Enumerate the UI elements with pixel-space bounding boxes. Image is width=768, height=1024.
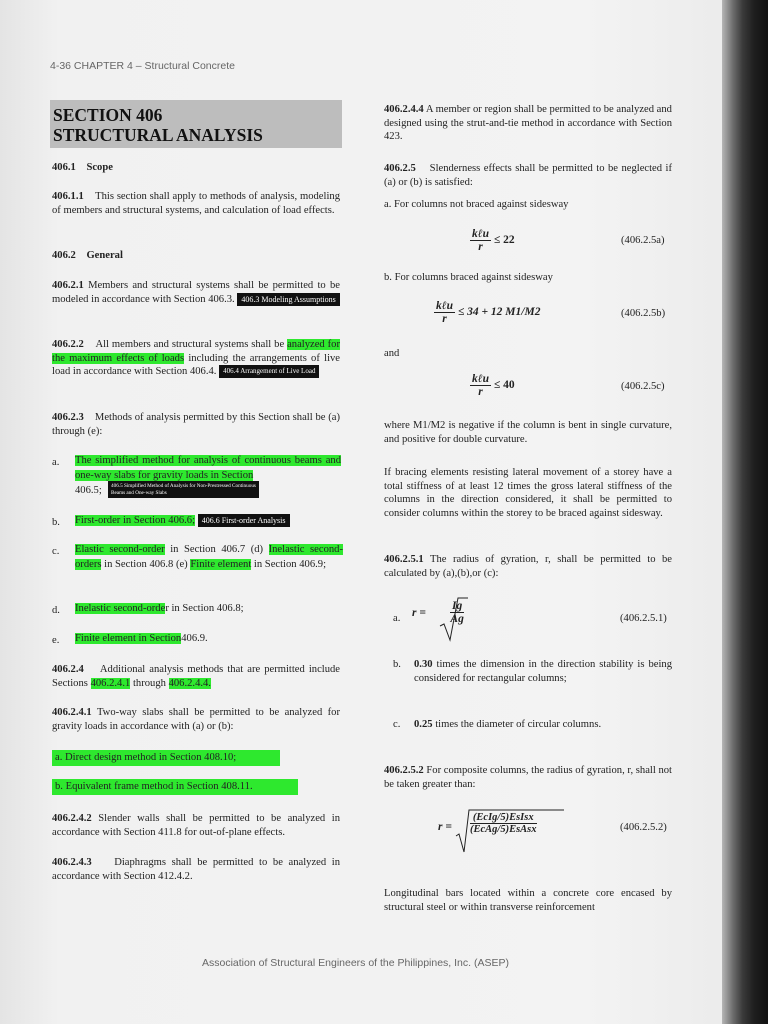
heading-406-1: 406.1 Scope bbox=[52, 162, 113, 173]
item-d-label: d. bbox=[52, 605, 60, 616]
equation-406-2-5a: $\frac{\text{kℓu}}{r}$ ≤ 22 bbox=[472, 228, 515, 253]
equation-406-2-5-2: $\frac{\text{(EcIg/5)EsIsx}}{\text{(EcAg/5)EsAsx}}$ bbox=[470, 812, 537, 835]
heading-406-2: 406.2 General bbox=[52, 250, 123, 261]
badge-406-3: 406.3 Modeling Assumptions bbox=[237, 293, 339, 306]
item-a-tail: 406.5; bbox=[75, 485, 102, 496]
longitudinal-bars-text: Longitudinal bars located within a concrete core encased by structural steel or within transverse reinforcement bbox=[384, 888, 672, 913]
para-406-2-4-3: 406.2.4.3 Diaphragms shall be permitted to be analyzed in accordance with Section 412.4.2. bbox=[52, 857, 341, 882]
item-a-label: a. bbox=[52, 457, 60, 468]
two-way-b: b. Equivalent frame method in Section 408.11. bbox=[52, 779, 298, 795]
running-header: 4-36 CHAPTER 4 – Structural Concrete bbox=[50, 60, 235, 72]
section-title-line1: SECTION 406 bbox=[53, 105, 163, 125]
equation-406-2-5b: $\frac{\text{kℓu}}{r}$ ≤ 34 + 12 M1/M2 bbox=[436, 300, 541, 325]
para-406-2-5: 406.2.5 Slenderness effects shall be permitted to be neglected if (a) or (b) is satisfied: bbox=[384, 163, 672, 188]
item-e-label: e. bbox=[52, 635, 60, 646]
page-edge-shadow bbox=[722, 0, 768, 1024]
item-c: Elastic second-order in Section 406.7 (d) Inelastic second-orders in Section 406.8 (e) Finite element in Section 406.9; bbox=[75, 544, 343, 570]
cond-a: a. For columns not braced against sidesway bbox=[384, 199, 569, 210]
cond-b: b. For columns braced against sidesway bbox=[384, 272, 553, 283]
r-a-label: a. bbox=[393, 613, 401, 624]
para-406-2-4-2: 406.2.4.2 Slender walls shall be permitted to be analyzed in accordance with Section 411.8 for out-of-plane effects. bbox=[52, 813, 340, 838]
badge-406-6: 406.6 First-order Analysis bbox=[198, 514, 290, 527]
para-406-2-5-2: 406.2.5.2 For composite columns, the radius of gyration, r, shall not be taken greater than: bbox=[384, 765, 672, 790]
r-b-text: 0.30 times the dimension in the direction stability is being considered for rectangular columns; bbox=[414, 659, 672, 684]
eq-number-c: (406.2.5c) bbox=[621, 381, 665, 392]
item-e: Finite element in Section406.9. bbox=[75, 633, 208, 644]
where-text: where M1/M2 is negative if the column is bent in single curvature, and positive for double curvature. bbox=[384, 420, 672, 445]
para-406-1-1: 406.1.1 This section shall apply to methods of analysis, modeling of members and structural systems, and calculation of load effects. bbox=[52, 191, 340, 216]
item-b-label: b. bbox=[52, 517, 60, 528]
item-a bbox=[75, 454, 341, 483]
eq-number-b: (406.2.5b) bbox=[621, 308, 666, 319]
equation-406-2-5-1-lhs: r = bbox=[412, 607, 426, 619]
badge-406-4: 406.4 Arrangement of Live Load bbox=[219, 365, 319, 378]
section-title-line2: STRUCTURAL ANALYSIS bbox=[53, 125, 263, 145]
para-406-2-3: 406.2.3 Methods of analysis permitted by this Section shall be (a) through (e): bbox=[52, 412, 341, 437]
r-b-label: b. bbox=[393, 659, 401, 670]
page-footer: Association of Structural Engineers of the Philippines, Inc. (ASEP) bbox=[202, 957, 509, 969]
para-406-2-5-1: 406.2.5.1 The radius of gyration, r, shall be permitted to be calculated by (a),(b),or (c): bbox=[384, 554, 672, 579]
badge-406-5: 406.5 Simplified Method of Analysis for Non-Prestressed Continuous Beams and One-way Slabs bbox=[108, 481, 259, 498]
item-d: Inelastic second-order in Section 406.8; bbox=[75, 603, 244, 614]
para-406-2-4-1: 406.2.4.1 Two-way slabs shall be permitted to be analyzed for gravity loads in accordance with (a) or (b): bbox=[52, 707, 340, 732]
section-title-box bbox=[50, 100, 342, 148]
equation-406-2-5-1: $\frac{Ig}{Ag}$ bbox=[450, 600, 464, 625]
bracing-text: If bracing elements resisting lateral movement of a storey have a total stiffness of at least 12 times the gross lateral stiffness of the columns in the direction considered, it shall be permitted to consider columns within the storey to be braced against sidesway. bbox=[384, 467, 672, 519]
two-way-a: a. Direct design method in Section 408.10; bbox=[52, 750, 280, 766]
para-406-2-4: 406.2.4 Additional analysis methods that are permitted include Sections 406.2.4.1 through 406.2.4.4. bbox=[52, 664, 341, 689]
equation-406-2-5-2-lhs: r = bbox=[438, 821, 452, 833]
para-406-2-1: 406.2.1 Members and structural systems shall be permitted to be modeled in accordance with Section 406.3. 406.3 Modeling Assumptions bbox=[52, 280, 340, 305]
item-c-label: c. bbox=[52, 546, 60, 557]
r-c-text: 0.25 times the diameter of circular columns. bbox=[414, 719, 602, 730]
equation-406-2-5c: $\frac{\text{kℓu}}{r}$ ≤ 40 bbox=[472, 373, 515, 398]
eq-number-406-2-5-1: (406.2.5.1) bbox=[620, 613, 667, 624]
highlight-max-effects: analyzed for the maximum effects of loads bbox=[52, 339, 340, 364]
eq-number-406-2-5-2: (406.2.5.2) bbox=[620, 822, 667, 833]
item-b bbox=[75, 514, 355, 528]
para-406-2-4-4: 406.2.4.4 A member or region shall be permitted to be analyzed and designed using the strut-and-tie method in accordance with Section 423. bbox=[384, 104, 672, 143]
para-406-2-2: 406.2.2 All members and structural systems shall be analyzed for the maximum effects of loads including the arrangements of live load in accordance with Section 406.4. 406.4 Arrangement of Live Load bbox=[52, 339, 341, 378]
r-c-label: c. bbox=[393, 719, 401, 730]
highlight-simplified-method: The simplified method for analysis of continuous beams and one-way slabs for gravity loads in Section bbox=[75, 455, 341, 481]
eq-number-a: (406.2.5a) bbox=[621, 235, 665, 246]
and-text: and bbox=[384, 348, 400, 359]
highlight-first-order: First-order in Section 406.6; bbox=[75, 515, 196, 526]
